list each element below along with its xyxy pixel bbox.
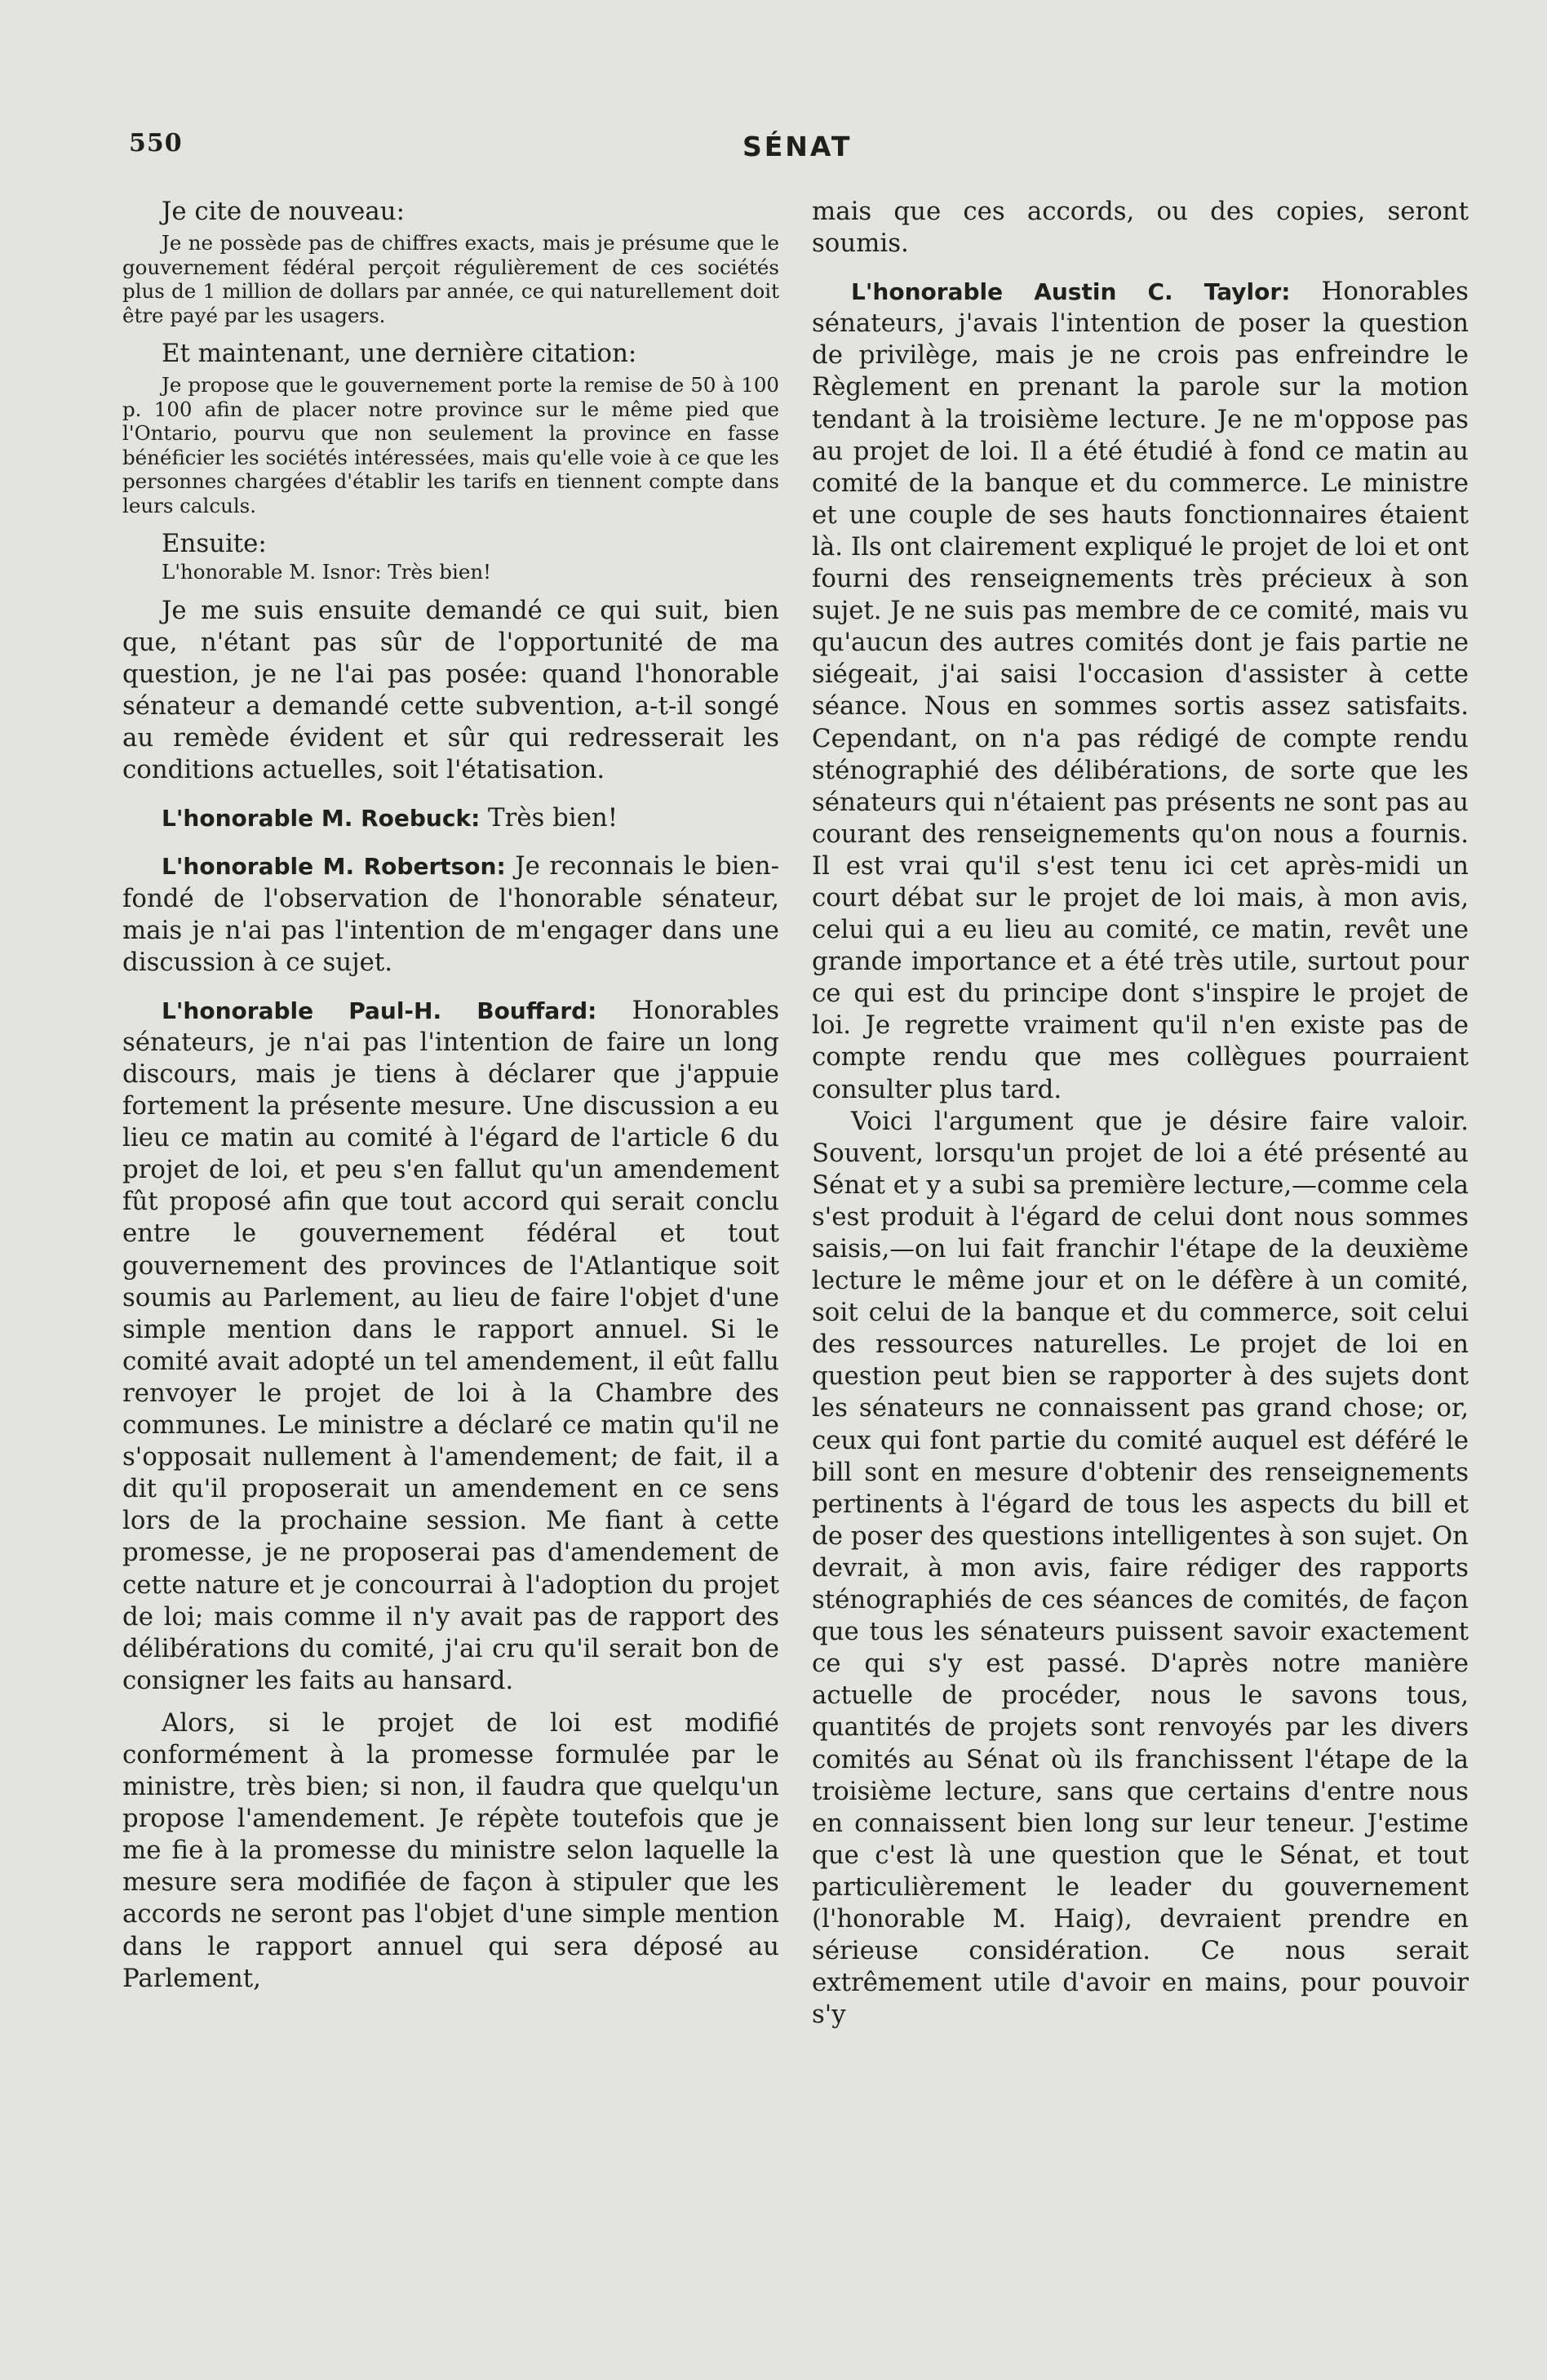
page-title: SÉNAT — [742, 131, 853, 162]
speaker-name: L'honorable Paul-H. Bouffard: — [162, 997, 597, 1024]
speech-text: Honorables sénateurs, j'avais l'intention de poser la question de privilège, mais je ne crois pas enfreindre le Règlement en prenant la parole sur la motion tendant à la troisième lecture. Je ne m'oppose pas au projet de loi. Il a été étudié à fond ce matin au comité de la banque et du commerce. Le ministre et une couple de ses hauts fonctionnaires étaient là. Ils ont clairement expliqué le projet de loi et ont fourni des renseignements très précieux à son sujet. Je ne suis pas membre de ce comité, mais vu qu'aucun des autres comités dont je fais partie ne siégeait, j'ai saisi l'occasion d'assister à cette séance. Nous en sommes sortis assez satisfaits. Cependant, on n'a pas rédigé de compte rendu sténographié des délibérations, de sorte que les sénateurs qui n'étaient pas présents ne sont pas au courant des renseignements qu'on nous a fournis. Il est vrai qu'il s'est tenu ici cet après-midi un court débat sur le projet de loi mais, à mon avis, celui qui a eu lieu au comité, ce matin, revêt une grande importance et a été très utile, surtout pour ce qui est du principe dont s'inspire le projet de loi. Je regrette vraiment qu'il n'en existe pas de compte rendu que mes collègues pourraient consulter plus tard. — [812, 277, 1469, 1104]
right-column — [812, 196, 1469, 2031]
page-number: 550 — [129, 129, 183, 158]
left-column — [122, 196, 779, 1995]
speech-text: Très bien! — [480, 803, 618, 833]
speech-text: Je reconnais le bien-fondé de l'observation de l'honorable sénateur, mais je n'ai pas l'intention de m'engager dans une discussion à ce sujet. — [122, 851, 779, 977]
speech-paragraph — [812, 276, 1469, 1105]
quote-paragraph: L'honorable M. Isnor: Très bien! — [162, 560, 491, 584]
intro-paragraph: Ensuite: — [162, 529, 267, 559]
quote-paragraph: Je ne possède pas de chiffres exacts, mais je présume que le gouvernement fédéral perçoit régulièrement de ces sociétés plus de 1 million de dollars par année, ce qui naturellement doit être payé par les usagers. — [122, 231, 779, 327]
continuation-paragraph: mais que ces accords, ou des copies, seront soumis. — [812, 197, 1469, 259]
speaker-name: L'honorable M. Roebuck: — [162, 805, 481, 833]
speech-paragraph — [122, 802, 779, 834]
speech-text: Honorables sénateurs, je n'ai pas l'intention de faire un long discours, mais je tiens à déclarer que j'appuie fortement la présente mesure. Une discussion a eu lieu ce matin au comité à l'égard de l'article 6 du projet de loi, et peu s'en fallut qu'un amendement fût proposé afin que tout accord qui serait conclu entre le gouvernement fédéral et tout gouvernement des provinces de l'Atlantique soit soumis au Parlement, au lieu de faire l'objet d'une simple mention dans le rapport annuel. Si le comité avait adopté un tel amendement, il eût fallu renvoyer le projet de loi à la Chambre des communes. Le ministre a déclaré ce matin qu'il ne s'opposait nullement à l'amendement; de fait, il a dit qu'il proposerait un amendement en ce sens lors de la prochaine session. Me fiant à cette promesse, je ne proposerai pas d'amendement de cette nature et je concourrai à l'adoption du projet de loi; mais comme il n'y avait pas de rapport des délibérations du comité, j'ai cru qu'il serait bon de consigner les faits au hansard. — [122, 995, 779, 1695]
speaker-name: L'honorable Austin C. Taylor: — [851, 278, 1291, 306]
body-paragraph: Alors, si le projet de loi est modifié conformément à la promesse formulée par le ministre, très bien; si non, il faudra que quelqu'un propose l'amendement. Je répète toutefois que je me fie à la promesse du ministre selon laquelle la mesure sera modifiée de façon à stipuler que les accords ne seront pas l'objet d'une simple mention dans le rapport annuel qui sera déposé au Parlement, — [122, 1707, 779, 1993]
speech-paragraph — [122, 995, 779, 1697]
intro-paragraph: Et maintenant, une dernière citation: — [162, 339, 637, 369]
speech-paragraph — [122, 850, 779, 978]
body-paragraph: Je me suis ensuite demandé ce qui suit, bien que, n'étant pas sûr de l'opportunité de ma question, je ne l'ai pas posée: quand l'honorable sénateur a demandé cette subvention, a-t-il songé au remède évident et sûr qui redresserait les conditions actuelles, soit l'étatisation. — [122, 595, 779, 785]
body-paragraph: Voici l'argument que je désire faire valoir. Souvent, lorsqu'un projet de loi a été présenté au Sénat et y a subi sa première lecture,—comme cela s'est produit à l'égard de celui dont nous sommes saisis,—on lui fait franchir l'étape de la deuxième lecture le même jour et on le défère à un comité, soit celui de la banque et du commerce, soit celui des ressources naturelles. Le projet de loi en question peut bien se rapporter à des sujets dont les sénateurs ne connaissent pas grand chose; or, ceux qui font partie du comité auquel est déféré le bill sont en mesure d'obtenir des renseignements pertinents à l'égard de tous les aspects du bill et de poser des questions intelligentes à son sujet. On devrait, à mon avis, faire rédiger des rapports sténographiés de ces séances de comités, de façon que tous les sénateurs puissent savoir exactement ce qui s'y est passé. D'après notre manière actuelle de procéder, nous le savons tous, quantités de projets sont renvoyés par les divers comités au Sénat où ils franchissent l'étape de la troisième lecture, sans que certains d'entre nous en connaissent bien long sur leur teneur. J'estime que c'est là une question que le Sénat, et tout particulièrement le leader du gouvernement (l'honorable M. Haig), devraient prendre en sérieuse considération. Ce nous serait extrêmement utile d'avoir en mains, pour pouvoir s'y — [812, 1106, 1469, 2030]
intro-paragraph: Je cite de nouveau: — [162, 197, 405, 226]
quote-paragraph: Je propose que le gouvernement porte la remise de 50 à 100 p. 100 afin de placer notre province sur le même pied que l'Ontario, pourvu que non seulement la province en fasse bénéficier les sociétés intéressées, mais qu'elle voie à ce que les personnes chargées d'établir les tarifs en tiennent compte dans leurs calculs. — [122, 373, 779, 517]
speaker-name: L'honorable M. Robertson: — [162, 853, 506, 881]
